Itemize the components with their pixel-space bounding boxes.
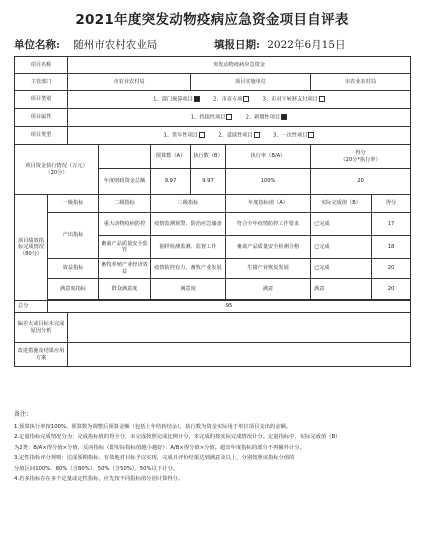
perf-group-output: 产出指标 (48, 213, 99, 259)
date-header (214, 37, 346, 52)
type-checkbox-2[interactable] (254, 132, 260, 138)
type-checkbox-3[interactable] (308, 132, 314, 138)
category-options (68, 91, 411, 109)
type-option-1: 1、常年性项目 (163, 132, 198, 139)
funds-label-score: （20分） (45, 169, 68, 176)
unit-value: 随州市农村农业局 (73, 39, 158, 51)
date-label: 填报日期: (214, 39, 260, 51)
funds-label (15, 145, 99, 195)
row-dept (15, 74, 411, 91)
issue-value[interactable] (68, 313, 411, 343)
funds-col-score-text: 得分 (355, 150, 366, 156)
category-option-2: 2、市直专项 (213, 96, 243, 103)
perf-l3: 抽样检测监测、监督工作 (151, 236, 226, 259)
nature-checkbox-1[interactable] (226, 114, 232, 120)
measure-label: 改进措施及结果应用方案 (15, 343, 68, 367)
perf-target: 满意 (226, 279, 311, 300)
type-option-3: 3、一次性项目 (273, 132, 308, 139)
nature-options (68, 109, 411, 127)
category-option-1: 1、部门预算项目 (153, 96, 193, 103)
impl-label: 项目实施单位 (191, 74, 311, 91)
notes-heading: 备注： (14, 411, 33, 418)
nature-label: 项目属性 (15, 109, 68, 127)
evaluation-table (14, 56, 411, 367)
perf-target: 生猪产业恢复发展 (226, 259, 311, 279)
perf-group-benefit: 效益指标 (48, 259, 99, 279)
note-line: 4.若多指标存在多个定量或定性指标，应先按不同指标值分别计算得分。 (14, 476, 184, 482)
dept-value: 市农业农村局 (68, 74, 191, 91)
perf-l2: 畜禽产品质量安全监管 (99, 236, 151, 259)
note-line: 2.定量指标完成情况分为：完成指标值的得全分，未完成按照完成比例计分，未完成的按实际完成情况计分。定量指标中，实际完成值（B） (14, 434, 341, 440)
funds-rate: 100% (226, 169, 311, 195)
perf-h5: 实际完成值（B） (311, 195, 372, 213)
perf-actual: 已完成 (311, 236, 372, 259)
row-total (15, 301, 411, 313)
funds-score: 20 (311, 169, 411, 195)
perf-label (15, 195, 48, 301)
perf-h3: 三级指标 (151, 195, 226, 213)
project-name-label: 项目名称 (15, 57, 68, 74)
unit-header (14, 37, 157, 52)
row-nature (15, 109, 411, 127)
measure-value[interactable] (68, 343, 411, 367)
perf-actual: 已完成 (311, 259, 372, 279)
type-label: 项目类型 (15, 127, 68, 145)
perf-score: 17 (372, 213, 411, 236)
funds-label-text: 项目资金执行情况（万元） (25, 163, 88, 169)
dept-label: 主管部门 (15, 74, 68, 91)
row-category (15, 91, 411, 109)
unit-label: 单位名称: (14, 39, 60, 51)
perf-label-score: （80分） (19, 250, 43, 257)
type-options (68, 127, 411, 145)
nature-option-1: 1、持续性项目 (190, 114, 226, 121)
perf-score: 18 (372, 236, 411, 259)
table-row (15, 279, 411, 300)
perf-l3: 满意度 (151, 279, 226, 300)
funds-budget: 9.97 (151, 169, 191, 195)
note-line: 3.定性指标评分规则：达成预期指标、有效地对目标予以实现，完成且评价结果达到满意及以上，分别按照该指标分值的 (14, 455, 295, 461)
total-label: 总分 (15, 301, 48, 313)
category-option-3: 3、市对下转移支付项目 (262, 96, 318, 103)
perf-h2: 二级指标 (99, 195, 151, 213)
funds-col-score (311, 145, 411, 169)
funds-col-rate: 执行率（B/A） (226, 145, 311, 169)
perf-actual: 满意 (311, 279, 372, 300)
type-option-2: 2、延续性项目 (218, 132, 253, 139)
row-type (15, 127, 411, 145)
category-checkbox-3[interactable] (319, 96, 325, 102)
table-row (15, 213, 411, 236)
perf-l2: 群众满意度 (99, 279, 151, 300)
perf-target: 符合全年疫情防控工作要求 (226, 213, 311, 236)
table-row (15, 259, 411, 279)
note-line: 为2类：B/A×得分值×分值，反向指标（即实际指标值越小越好）：A/B×得分值×分值。超出年度指标的部分不再额外计分。 (14, 444, 305, 451)
project-name-value: 突发动物疫病应急资金 (68, 57, 411, 74)
perf-label-text: 项目绩效指标完成情况 (18, 237, 44, 251)
category-checkbox-2[interactable] (243, 96, 249, 102)
perf-l2: 重大动物疫病防控 (99, 213, 151, 236)
perf-actual: 已完成 (311, 213, 372, 236)
notes-section (14, 410, 410, 485)
note-line: 分值区间100%、80%（含80%）、50%（含50%）、50%以下计分。 (14, 465, 179, 472)
funds-col-budget: 预算数（A） (151, 145, 191, 169)
funds-col-exec: 执行数（B） (191, 145, 226, 169)
perf-target: 畜禽产品质量安全检测合格 (226, 236, 311, 259)
row-funds-header (15, 145, 411, 169)
nature-checkbox-2[interactable] (281, 114, 287, 120)
funds-header-blank (99, 145, 151, 169)
perf-score: 20 (372, 259, 411, 279)
funds-col-score-sub: （20分*执行率） (340, 156, 381, 163)
perf-l2: 畜牧养殖产业经济效益 (99, 259, 151, 279)
perf-group-satisfaction: 满意度指标 (48, 279, 99, 300)
row-project-name (15, 57, 411, 74)
row-issue (15, 313, 411, 343)
category-label: 项目类别 (15, 91, 68, 109)
type-checkbox-1[interactable] (199, 132, 205, 138)
row-measure (15, 343, 411, 367)
issue-label: 偏差大或目标未完成原因分析 (15, 313, 68, 343)
perf-l3: 疫情防控有力、畜牧产业发展 (151, 259, 226, 279)
perf-h1: 一级指标 (48, 195, 99, 213)
category-checkbox-1[interactable] (194, 96, 200, 102)
impl-value: 市农业农村局 (311, 74, 411, 91)
perf-h6: 得分 (372, 195, 411, 213)
nature-option-2: 2、新增性项目 (245, 114, 281, 121)
page-title: 2021年度突发动物疫病应急资金项目自评表 (75, 12, 349, 28)
funds-exec: 9.97 (191, 169, 226, 195)
note-line: 1.预算执行率按100%、预算数为调整后预算金额（包括上年结转结余），执行数为资金实际用于单位项目支出的金额。 (14, 423, 292, 430)
row-perf-header (15, 195, 411, 213)
funds-row-label: 年度财政资金总额 (99, 169, 151, 195)
total-value: 95 (48, 301, 411, 313)
perf-score: 20 (372, 279, 411, 300)
perf-l3: 疫情监测预警、防治应急储备 (151, 213, 226, 236)
date-value: 2022年6月15日 (267, 39, 346, 51)
perf-h4: 年度指标值（A） (226, 195, 311, 213)
